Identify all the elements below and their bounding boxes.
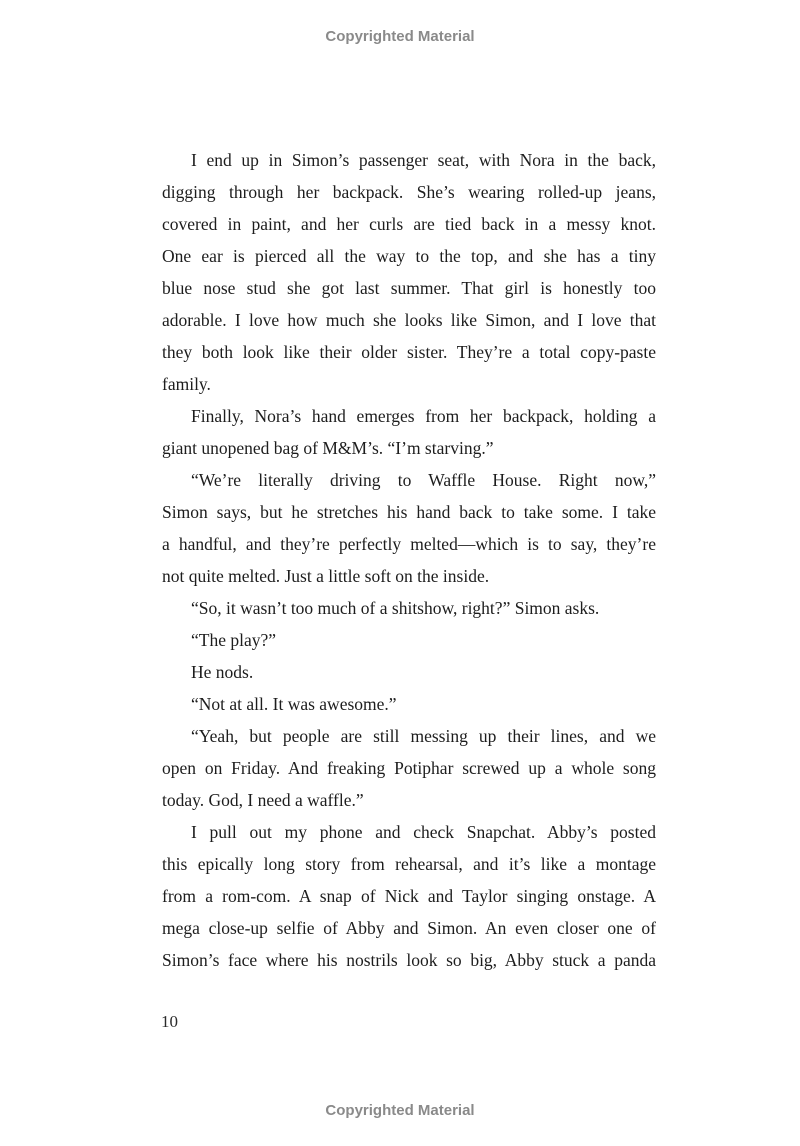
text-line: adorable. I love how much she looks like Simon, and I love that xyxy=(162,310,656,330)
paragraph xyxy=(162,624,656,656)
paragraph xyxy=(162,688,656,720)
text-line: One ear is pierced all the way to the top, and she has a tiny xyxy=(162,246,656,266)
text-line: family. xyxy=(162,374,211,394)
text-line: “We’re literally driving to Waffle House. Right now,” xyxy=(191,470,656,490)
paragraph xyxy=(162,464,656,592)
text-line: “Yeah, but people are still messing up their lines, and we xyxy=(191,726,656,746)
text-line: this epically long story from rehearsal, and it’s like a montage xyxy=(162,854,656,874)
text-line: digging through her backpack. She’s wearing rolled-up jeans, xyxy=(162,182,656,202)
text-line: Simon’s face where his nostrils look so big, Abby stuck a panda xyxy=(162,950,656,970)
text-line: He nods. xyxy=(191,662,254,682)
text-line: from a rom-com. A snap of Nick and Taylor singing onstage. A xyxy=(162,886,656,906)
paragraph xyxy=(162,592,656,624)
copyright-header: Copyrighted Material xyxy=(325,28,475,45)
paragraph xyxy=(162,400,656,464)
text-line: Finally, Nora’s hand emerges from her backpack, holding a xyxy=(191,406,656,426)
text-line: they both look like their older sister. They’re a total copy-paste xyxy=(162,342,656,362)
text-line: a handful, and they’re perfectly melted—which is to say, they’re xyxy=(162,534,656,554)
paragraph xyxy=(162,816,656,976)
copyright-footer: Copyrighted Material xyxy=(325,1102,475,1119)
text-line: not quite melted. Just a little soft on the inside. xyxy=(162,566,490,586)
text-line: “So, it wasn’t too much of a shitshow, right?” Simon asks. xyxy=(191,598,600,618)
text-line: giant unopened bag of M&M’s. “I’m starving.” xyxy=(162,438,494,458)
text-line: Simon says, but he stretches his hand back to take some. I take xyxy=(162,502,656,522)
paragraph xyxy=(162,144,656,400)
paragraph xyxy=(162,720,656,816)
text-line: covered in paint, and her curls are tied back in a messy knot. xyxy=(162,214,656,234)
text-line: today. God, I need a waffle.” xyxy=(162,790,364,810)
paragraph xyxy=(162,656,656,688)
text-line: mega close-up selfie of Abby and Simon. An even closer one of xyxy=(162,918,656,938)
text-line: blue nose stud she got last summer. That girl is honestly too xyxy=(162,278,656,298)
text-line: open on Friday. And freaking Potiphar screwed up a whole song xyxy=(162,758,656,778)
page-number: 10 xyxy=(161,1012,178,1031)
text-line: “The play?” xyxy=(191,630,277,650)
body-text xyxy=(162,144,656,976)
text-line: I end up in Simon’s passenger seat, with Nora in the back, xyxy=(191,150,656,170)
text-line: “Not at all. It was awesome.” xyxy=(191,694,397,714)
text-line: I pull out my phone and check Snapchat. Abby’s posted xyxy=(191,822,656,842)
